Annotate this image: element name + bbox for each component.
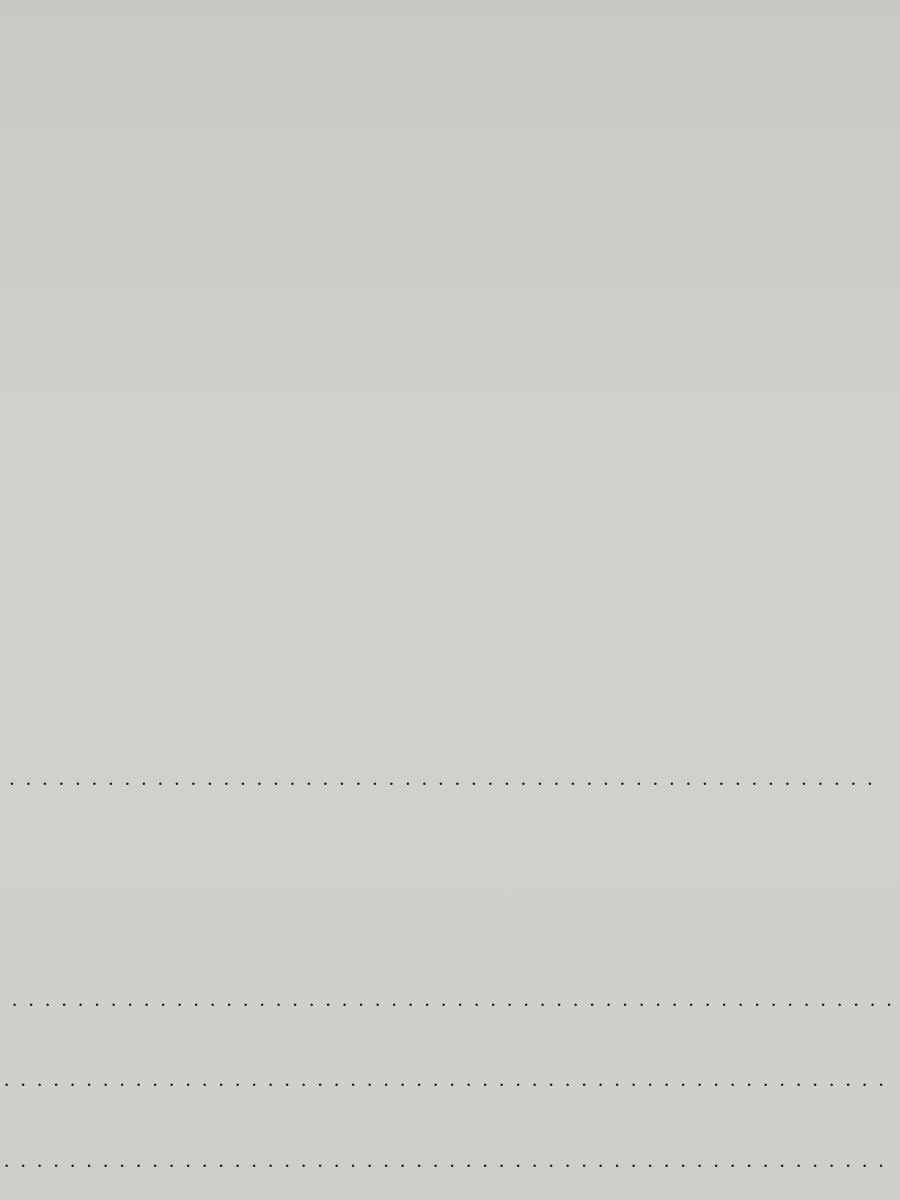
toc-entry-epic xyxy=(8,574,18,596)
toc-entry xyxy=(0,763,888,793)
toc-entry xyxy=(6,956,900,986)
toc-entry xyxy=(0,1145,900,1175)
toc-entry-continued xyxy=(8,984,900,1014)
toc-entry xyxy=(0,1064,900,1094)
